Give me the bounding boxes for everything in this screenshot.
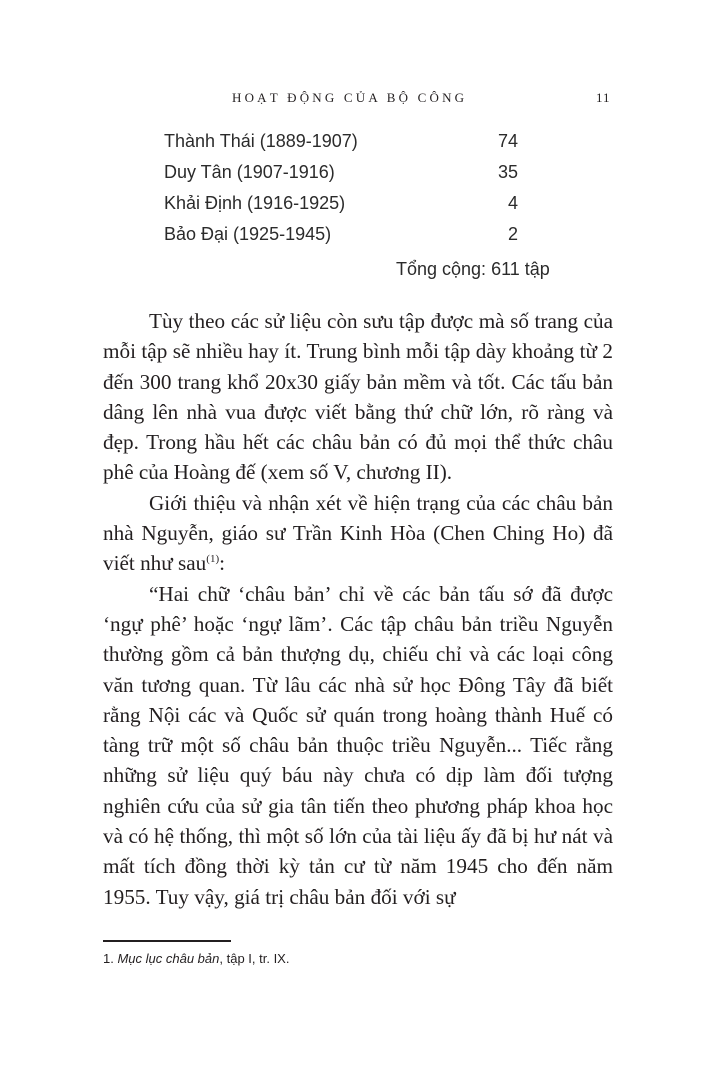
footnote-divider xyxy=(103,940,231,942)
count-cell: 4 xyxy=(507,193,518,213)
paragraph-text: Giới thiệu và nhận xét về hiện trạng của các châu bản nhà Nguyễn, giáo sư Trần Kinh Hòa (Chen Ching Ho) đã viết như sau xyxy=(103,490,613,576)
footnote-rest: , tập I, tr. IX. xyxy=(219,951,290,966)
footnote-ref: (1) xyxy=(206,553,220,566)
quote-paragraph: “Hai chữ ‘châu bản’ chỉ về các bản tấu sớ đã được ‘ngự phê’ hoặc ‘ngự lãm’. Các tập châu bản triều Nguyễn thường gồm cả bản thượng dụ, chiếu chỉ và các loại công văn tương quan. Từ lâu các nhà sử học Đông Tây đã biết rằng Nội các và Quốc sử quán trong hoàng thành Huế có tàng trữ một số châu bản thuộc triều Nguyễn... Tiếc rằng những sử liệu quý báu này chưa có dịp làm đối tượng nghiên cứu của sử gia tân tiến theo phương pháp khoa học và có hệ thống, thì một số lớn của tài liệu ấy đã bị hư nát và mất tích đồng thời kỳ tản cư từ năm 1945 cho đến năm 1955. Tuy vậy, giá trị châu bản đối với sự xyxy=(103,581,613,909)
table-row xyxy=(164,193,564,224)
paragraph: Tùy theo các sử liệu còn sưu tập được mà số trang của mỗi tập sẽ nhiều hay ít. Trung bình mỗi tập dày khoảng từ 2 đến 300 trang khổ 20x30 giấy bản mềm và tốt. Các tấu bản dâng lên nhà vua được viết bằng thứ chữ lớn, rõ ràng và đẹp. Trong hầu hết các châu bản có đủ mọi thể thức châu phê của Hoàng đế (xem số V, chương II). xyxy=(103,309,613,485)
reign-cell: Thành Thái (1889-1907) xyxy=(164,131,358,151)
body-text xyxy=(103,306,613,912)
count-cell: 35 xyxy=(497,162,518,182)
table-total: Tổng cộng: 611 tập xyxy=(396,259,550,279)
count-cell: 74 xyxy=(497,131,518,151)
table-row xyxy=(164,224,564,255)
running-head-title: HOẠT ĐỘNG CỦA BỘ CÔNG xyxy=(232,90,468,105)
page-number: 11 xyxy=(596,90,611,105)
paragraph-text-end: : xyxy=(219,551,225,576)
reign-volume-table xyxy=(164,131,564,279)
reign-cell: Khải Định (1916-1925) xyxy=(164,193,346,213)
reign-cell: Bảo Đại (1925-1945) xyxy=(164,224,332,244)
paragraph xyxy=(103,488,613,579)
footnote-title: Mục lục châu bản xyxy=(117,951,220,966)
table-row xyxy=(164,162,564,193)
reign-cell: Duy Tân (1907-1916) xyxy=(164,162,335,182)
footnote xyxy=(103,951,613,966)
table-row xyxy=(164,131,564,162)
count-cell: 2 xyxy=(507,224,518,244)
footnote-number: 1. xyxy=(103,951,114,966)
